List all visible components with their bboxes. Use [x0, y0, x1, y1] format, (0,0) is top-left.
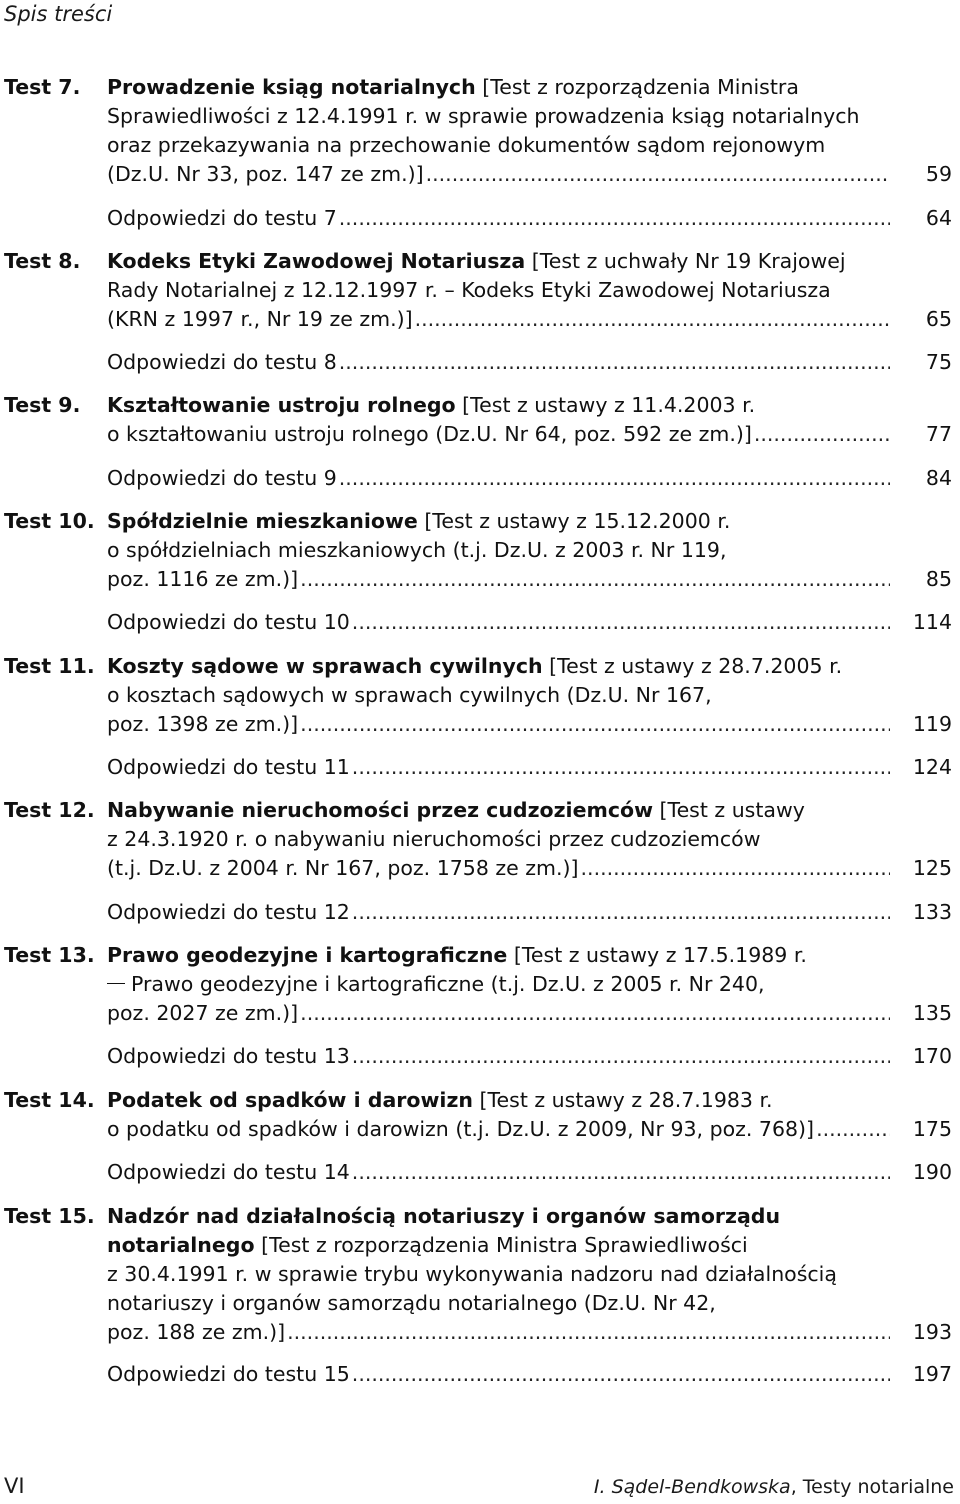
entry-title-line[interactable] — [107, 1202, 952, 1231]
entry-line: Rady Notarialnej z 12.12.1997 r. – Kodeks Etyki Zawodowej Notariusza — [107, 278, 831, 302]
book-title: Testy notarialne — [802, 1476, 954, 1498]
entry-title-line[interactable]: Podatek od spadków i darowizn [Test z ustawy z 28.7.1983 r. — [107, 1088, 773, 1112]
page-number: 75 — [925, 350, 952, 374]
page-number: 64 — [925, 206, 952, 230]
entry-line: o kosztach sądowych w sprawach cywilnych (Dz.U. Nr 167, — [107, 683, 712, 707]
entry-title: Nadzór nad działalnością notariuszy i organów samorządu — [107, 1204, 781, 1228]
page-number: 77 — [925, 422, 952, 446]
entry-line: z 30.4.1991 r. w sprawie trybu wykonywania nadzoru nad działalnością — [107, 1262, 837, 1286]
page-number: 124 — [912, 755, 952, 779]
page-number: 65 — [925, 307, 952, 331]
test-number: Test 13. — [4, 943, 95, 967]
entry-title-line[interactable]: Spółdzielnie mieszkaniowe [Test z ustawy z 15.12.2000 r. — [107, 509, 731, 533]
answers-line[interactable]: Odpowiedzi do testu 14 ..... 190 — [107, 1158, 952, 1187]
answers-line[interactable]: Odpowiedzi do testu 13 ..... 170 — [107, 1042, 952, 1071]
running-footer: I. Sądel-Bendkowska, Testy notarialne — [593, 1476, 954, 1498]
answers-line[interactable]: Odpowiedzi do testu 11 ..... 124 — [107, 753, 952, 782]
entry-title-line[interactable]: Nabywanie nieruchomości przez cudzoziemców [Test z ustawy — [107, 798, 805, 822]
page-number: 133 — [912, 900, 952, 924]
entry-line: o spółdzielniach mieszkaniowych (t.j. Dz.U. z 2003 r. Nr 119, — [107, 538, 727, 562]
answers-line[interactable]: Odpowiedzi do testu 10 ..... 114 — [107, 608, 952, 637]
entry-line: Prawo geodezyjne i kartograficzne (t.j. Dz.U. z 2005 r. Nr 240, — [107, 970, 952, 999]
entry-title-continued: notarialnego — [107, 1233, 255, 1257]
entry-last-line[interactable]: poz. 2027 ze zm.)] ..... 135 — [107, 999, 952, 1028]
page-number: 190 — [912, 1160, 952, 1184]
page-number: 85 — [925, 567, 952, 591]
entry-title: Prawo geodezyjne i kartograficzne — [107, 943, 508, 967]
page-number: 193 — [912, 1320, 952, 1344]
entry-title: Prowadzenie ksiąg notarialnych — [107, 75, 476, 99]
page-number: 59 — [925, 162, 952, 186]
entry-last-line[interactable]: poz. 188 ze zm.)] ..... 193 — [107, 1318, 952, 1347]
entry-last-line[interactable]: (t.j. Dz.U. z 2004 r. Nr 167, poz. 1758 ze zm.)] ..... 125 — [107, 854, 952, 883]
dash — [107, 983, 125, 984]
page-number: 135 — [912, 1001, 952, 1025]
page-number: 119 — [912, 712, 952, 736]
entry-last-line[interactable]: o podatku od spadków i darowizn (t.j. Dz.U. z 2009, Nr 93, poz. 768)] ..... 175 — [107, 1115, 952, 1144]
page-number: 125 — [912, 856, 952, 880]
entry-last-line[interactable]: (Dz.U. Nr 33, poz. 147 ze zm.)] ..... 59 — [107, 160, 952, 189]
page-number: 197 — [912, 1362, 952, 1386]
page-number: 84 — [925, 466, 952, 490]
answers-line[interactable]: Odpowiedzi do testu 8 ..... 75 — [107, 348, 952, 377]
entry-title-line[interactable]: Prowadzenie ksiąg notarialnych [Test z rozporządzenia Ministra — [107, 75, 799, 99]
test-number: Test 11. — [4, 654, 95, 678]
page-number: 170 — [912, 1044, 952, 1068]
entry-title-line[interactable]: Koszty sądowe w sprawach cywilnych [Test z ustawy z 28.7.2005 r. — [107, 654, 843, 678]
entry-last-line[interactable]: poz. 1398 ze zm.)] ..... 119 — [107, 710, 952, 739]
answers-line[interactable]: Odpowiedzi do testu 7 ..... 64 — [107, 204, 952, 233]
entry-title: Nabywanie nieruchomości przez cudzoziemców — [107, 798, 654, 822]
page-number-footer: VI — [4, 1474, 25, 1498]
entry-line: notariuszy i organów samorządu notarialnego (Dz.U. Nr 42, — [107, 1291, 716, 1315]
test-number: Test 9. — [4, 393, 81, 417]
test-number: Test 10. — [4, 509, 95, 533]
entry-line: z 24.3.1920 r. o nabywaniu nieruchomości przez cudzoziemców — [107, 827, 761, 851]
answers-line[interactable]: Odpowiedzi do testu 15 ..... 197 — [107, 1360, 952, 1389]
entry-title: Spółdzielnie mieszkaniowe — [107, 509, 418, 533]
author: I. Sądel-Bendkowska — [593, 1476, 791, 1498]
test-number: Test 14. — [4, 1088, 95, 1112]
entry-title-line[interactable]: Prawo geodezyjne i kartograficzne [Test z ustawy z 17.5.1989 r. — [107, 943, 807, 967]
entry-line: oraz przekazywania na przechowanie dokumentów sądom rejonowym — [107, 133, 826, 157]
page-number: 114 — [912, 610, 952, 634]
answers-line[interactable]: Odpowiedzi do testu 12 ..... 133 — [107, 898, 952, 927]
entry-last-line[interactable]: (KRN z 1997 r., Nr 19 ze zm.)] ..... 65 — [107, 305, 952, 334]
entry-title-line[interactable]: Kształtowanie ustroju rolnego [Test z ustawy z 11.4.2003 r. — [107, 393, 756, 417]
entry-title-line[interactable]: notarialnego [Test z rozporządzenia Ministra Sprawiedliwości — [107, 1233, 748, 1257]
test-number: Test 12. — [4, 798, 95, 822]
entry-last-line[interactable]: poz. 1116 ze zm.)] ..... 85 — [107, 565, 952, 594]
page-number: 175 — [912, 1117, 952, 1141]
entry-last-line[interactable]: o kształtowaniu ustroju rolnego (Dz.U. Nr 64, poz. 592 ze zm.)] ..... 77 — [107, 420, 952, 449]
entry-title-line[interactable]: Kodeks Etyki Zawodowej Notariusza [Test z uchwały Nr 19 Krajowej — [107, 249, 846, 273]
answers-line[interactable]: Odpowiedzi do testu 9 ..... 84 — [107, 464, 952, 493]
running-header: Spis treści — [4, 2, 113, 26]
entry-line: Sprawiedliwości z 12.4.1991 r. w sprawie prowadzenia ksiąg notarialnych — [107, 104, 860, 128]
test-number: Test 7. — [4, 75, 81, 99]
entry-title: Koszty sądowe w sprawach cywilnych — [107, 654, 543, 678]
entry-title: Kodeks Etyki Zawodowej Notariusza — [107, 249, 526, 273]
entry-title: Kształtowanie ustroju rolnego — [107, 393, 456, 417]
test-number: Test 15. — [4, 1204, 95, 1228]
test-number: Test 8. — [4, 249, 81, 273]
entry-title: Podatek od spadków i darowizn — [107, 1088, 473, 1112]
